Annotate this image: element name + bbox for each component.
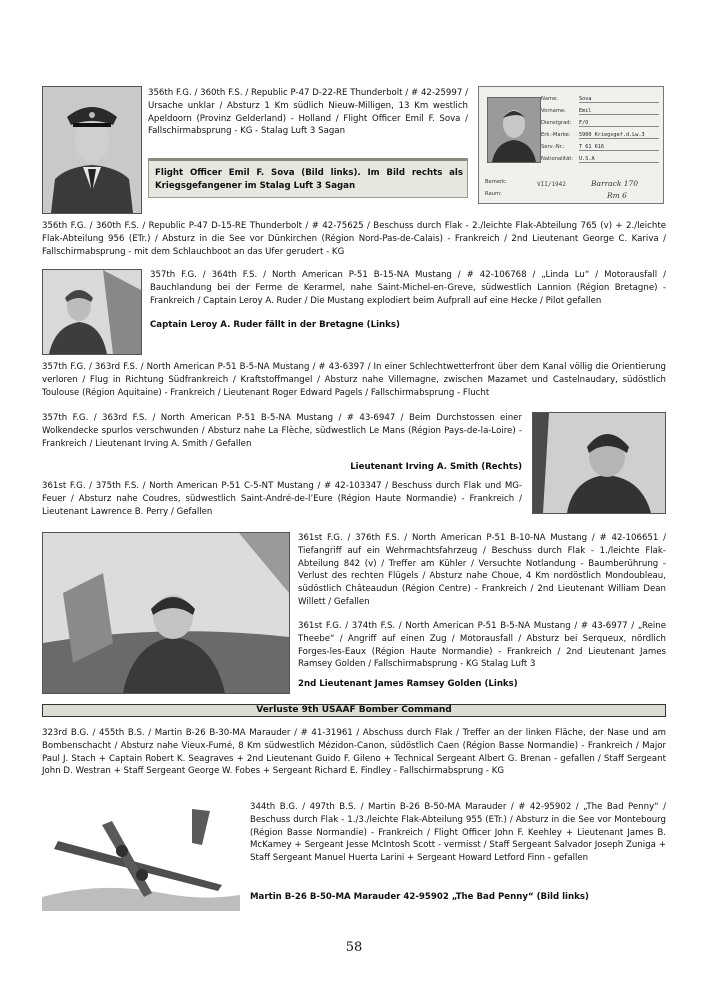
id-card-stamp: VII/1942 <box>537 181 566 188</box>
entry-sova: 356th F.G. / 360th F.S. / Republic P-47 D-22-RE Thunderbolt / # 42-25997 / Ursache unklar / Absturz 1 Km südlich Nieuw-Milligen, 13 Km westlich Apeldoorn (Provinz Gelderland) - Holland / Flight Officer Emil F. Sova / Fallschirmabsprung - KG - Stalag Luft 3 Sagan <box>148 88 468 137</box>
pow-id-card <box>478 86 664 204</box>
entry-pagels: 357th F.G. / 363rd F.S. / North American P-51 B-5-NA Mustang / # 43-6397 / In einer Schlechtwetterfront über dem Kanal völlig die Orientierung verloren / Flug in Richtung Südfrankreich / Kraftstoffmangel / Absturz nahe Villemagne, zwischen Mazamet und Castelnaudary, südöstlich Toulouse (Région Aquitaine) - Frankreich / Lieutenant Roger Edward Pagels / Fallschirmabsprung - Flucht <box>42 362 666 398</box>
entry-perry: 361st F.G. / 375th F.S. / North American P-51 C-5-NT Mustang / # 42-103347 / Beschuss durch Flak und MG-Feuer / Absturz nahe Coudres, südwestlich Saint-André-de-l’Eure (Région Haute Normandie) - Frankreich / Lieutenant Lawrence B. Perry / Gefallen <box>42 481 522 517</box>
caption-ruder: Captain Leroy A. Ruder fällt in der Bretagne (Links) <box>150 320 400 330</box>
entry-smith: 357th F.G. / 363rd F.S. / North American P-51 B-5-NA Mustang / # 43-6947 / Beim Durchstossen einer Wolkendecke spurlos verschwunden / Absturz nahe La Flèche, südwestlich Le Mans (Région Pays-de-la-Loire) - Frankreich / Lieutenant Irving A. Smith / Gefallen <box>42 413 522 449</box>
entry-kariva: 356th F.G. / 360th F.S. / Republic P-47 D-15-RE Thunderbolt / # 42-75625 / Beschuss durch Flak - 2./leichte Flak-Abteilung 765 (v) + 2./leichte Flak-Abteilung 956 (ETr.) / Absturz in die See vor Dünkirchen (Région Nord-Pas-de-Calais) - Frankreich / 2nd Lieutenant George C. Kariva / Fallschirmabsprung - mit dem Schlauchboot an das Ufer gerudert - KG <box>42 221 666 257</box>
id-row-pow-number: Erk.-Marke: 5900 Kriegsgef.d.Lw.3 <box>541 132 645 138</box>
caption-marauder: Martin B-26 B-50-MA Marauder 42-95902 „The Bad Penny“ (Bild links) <box>250 892 589 902</box>
entry-keehley: 344th B.G. / 497th B.S. / Martin B-26 B-50-MA Marauder / # 42-95902 / „The Bad Penny“ / Beschuss durch Flak - 1./3./leichte Flak-Abteilung 955 (ETr.) / Absturz in die See vor Montebourg (Région Basse Normandie) - Frankreich / Flight Officer John F. Keehley + Lieutenant James B. McKamey + Sergeant Jesse McIntosh Scott - vermisst / Staff Sergeant Salvador Joseph Zuniga + Staff Sergeant Manuel Huerta Larini + Sergeant Howard Letford Finn - gefallen <box>250 802 666 864</box>
id-row-rank: Dienstgrad: F/O <box>541 120 589 126</box>
entry-willett: 361st F.G. / 376th F.S. / North American P-51 B-10-NA Mustang / # 42-106651 / Tiefangriff auf ein Wehrmachtsfahrzeug / Beschuss durch Flak - 1./leichte Flak-Abteilung 842 (v) / Treffer am Kühler / Versuchte Notlandung - Baumberührung - Verlust des rechten Flügels / Absturz nahe Choue, 4 Km nordöstlich Mondoubleau, südöstlich Châteaudun (Région Centre) - Frankreich / 2nd Lieutenant William Dean Willett / Gefallen <box>298 533 666 607</box>
id-card-photo <box>487 97 541 163</box>
section-heading-bomber-command: Verluste 9th USAAF Bomber Command <box>42 704 666 717</box>
id-card-handwriting-room: Rm 6 <box>607 191 627 200</box>
caption-sova: Flight Officer Emil F. Sova (Bild links). Im Bild rechts als Kriegsgefangener im Stalag Luft 3 Sagan <box>148 158 468 198</box>
photo-golden <box>42 532 290 694</box>
photo-ruder <box>42 269 142 355</box>
id-row-remark: Bemerk: <box>485 179 507 185</box>
caption-golden: 2nd Lieutenant James Ramsey Golden (Links) <box>298 679 518 689</box>
id-row-name: Name: Sova <box>541 96 592 102</box>
photo-smith <box>532 412 666 514</box>
entry-stach: 323rd B.G. / 455th B.S. / Martin B-26 B-30-MA Marauder / # 41-31961 / Abschuss durch Flak / Treffer an der linken Fläche, der Nase und am Bombenschacht / Absturz nahe Vieux-Fumé, 8 Km südwestlich Mézidon-Canon, südöstlich Caen (Région Basse Normandie) - Frankreich / Major Paul J. Stach + Captain Robert K. Seagraves + 2nd Lieutenant Guido F. Gileno + Technical Sergeant Albert G. Brenan - gefallen / Staff Sergeant John D. Westran + Staff Sergeant George W. Fobes + Sergeant Richard E. Findley - Fallschirmabsprung - KG <box>42 728 666 777</box>
id-card-handwriting: Barrack 170 <box>591 179 639 188</box>
id-row-room: Raum: <box>485 191 502 197</box>
photo-marauder <box>42 801 240 911</box>
caption-smith: Lieutenant Irving A. Smith (Rechts) <box>350 462 522 472</box>
id-row-firstname: Vorname: Emil <box>541 108 592 114</box>
photo-sova-portrait <box>42 86 142 214</box>
id-row-service-number: Serv.-Nr.: T 61 616 <box>541 144 604 150</box>
entry-ruder: 357th F.G. / 364th F.S. / North American P-51 B-15-NA Mustang / # 42-106768 / „Linda Lu“ / Motorausfall / Bauchlandung bei der Ferme de Kerarmel, nahe Saint-Michel-en-Greve, südwestlich Lannion (Région Bretagne) - Frankreich / Captain Leroy A. Ruder / Die Mustang explodiert beim Aufprall auf eine Hecke / Pilot gefallen <box>150 270 666 306</box>
entry-golden: 361st F.G. / 374th F.S. / North American P-51 B-5-NA Mustang / # 43-6977 / „Reine Theebe“ / Angriff auf einen Zug / Motorausfall / Absturz bei Serqueux, nördlich Forges-les-Eaux (Région Haute Normandie) - Frankreich / 2nd Lieutenant James Ramsey Golden / Fallschirmabsprung - KG Stalag Luft 3 <box>298 621 666 670</box>
page-number: 58 <box>345 940 363 955</box>
id-row-nationality: Nationalität: U.S.A <box>541 156 595 162</box>
